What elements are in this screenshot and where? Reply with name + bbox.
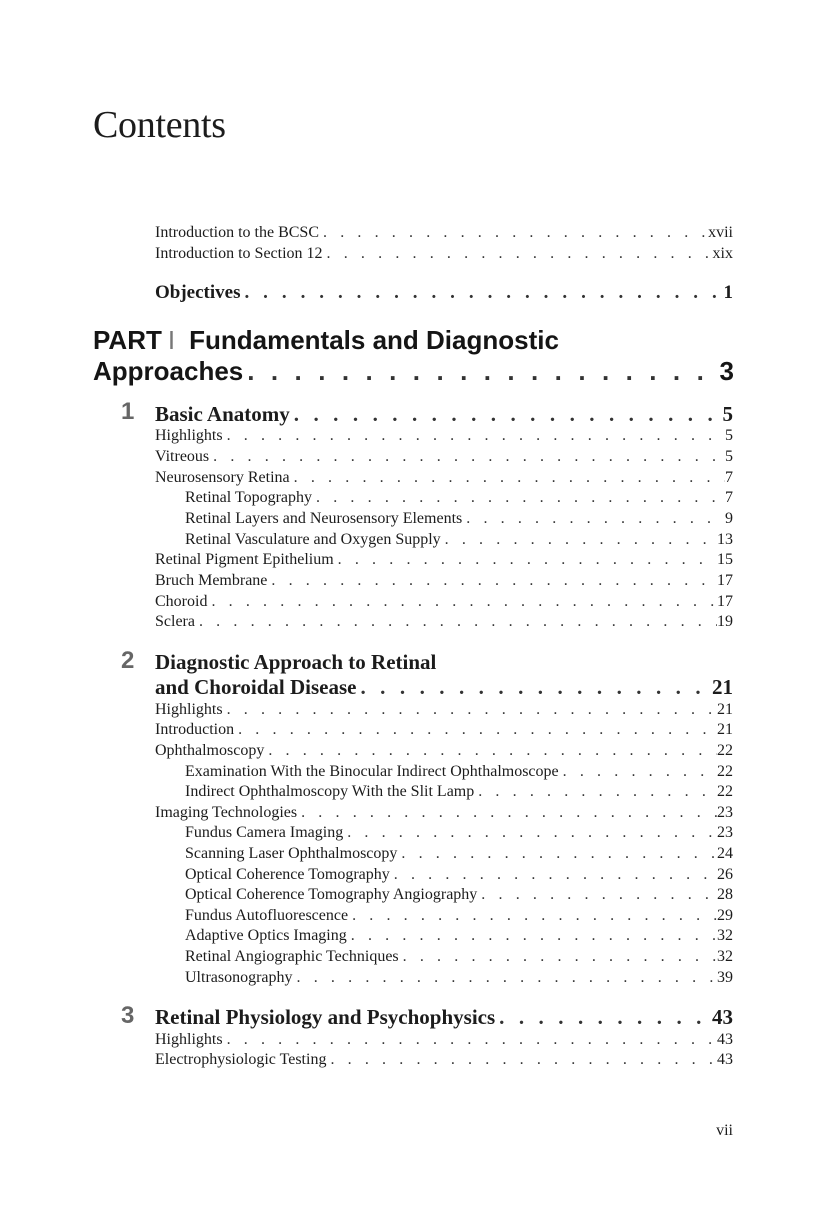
- entry-page: 5: [722, 402, 733, 426]
- toc-subentry[interactable]: [185, 906, 733, 926]
- entry-title: Adaptive Optics Imaging: [185, 927, 347, 944]
- dot-leader: [234, 720, 717, 740]
- toc-subentry[interactable]: [185, 509, 733, 529]
- entry-page: 7: [725, 489, 733, 506]
- toc-entry-part[interactable]: [93, 356, 734, 386]
- dot-leader: [477, 885, 717, 905]
- dot-leader: [207, 592, 717, 612]
- toc-subentry[interactable]: [185, 488, 733, 508]
- dot-leader: [319, 223, 708, 243]
- toc-subentry[interactable]: [185, 530, 733, 550]
- entry-title: Sclera: [155, 613, 195, 630]
- entry-page: 15: [717, 551, 733, 568]
- entry-page: 5: [725, 427, 733, 444]
- entry-page: 32: [717, 927, 733, 944]
- dot-leader: [240, 281, 723, 305]
- entry-page: 22: [717, 742, 733, 759]
- dot-leader: [243, 356, 719, 386]
- toc-subentry[interactable]: [185, 762, 733, 782]
- toc-subentry[interactable]: [185, 885, 733, 905]
- entry-page: 17: [717, 572, 733, 589]
- dot-leader: [343, 823, 717, 843]
- entry-page: 21: [717, 721, 733, 738]
- entry-title: Imaging Technologies: [155, 804, 298, 821]
- dot-leader: [399, 947, 717, 967]
- entry-page: 23: [717, 804, 733, 821]
- toc-entry[interactable]: [155, 571, 733, 591]
- entry-title: Ophthalmoscopy: [155, 742, 265, 759]
- entry-title: Scanning Laser Ophthalmoscopy: [185, 845, 398, 862]
- toc-entry[interactable]: [155, 803, 733, 823]
- toc-subentry[interactable]: [185, 865, 733, 885]
- entry-page: 29: [717, 907, 733, 924]
- chapter-number: 2: [121, 647, 135, 674]
- entry-page: 17: [717, 593, 733, 610]
- toc-entry-objectives[interactable]: [155, 281, 733, 305]
- toc-entry[interactable]: [155, 550, 733, 570]
- entry-title: Retinal Layers and Neurosensory Elements: [185, 510, 463, 527]
- entry-title: Retinal Angiographic Techniques: [185, 948, 399, 965]
- entry-title: Optical Coherence Tomography: [185, 866, 390, 883]
- dot-leader: [267, 571, 717, 591]
- toc-subentry[interactable]: [185, 844, 733, 864]
- toc-entry-chapter[interactable]: [155, 401, 733, 427]
- toc-subentry[interactable]: [185, 782, 733, 802]
- entry-title: Optical Coherence Tomography Angiography: [185, 886, 478, 903]
- dot-leader: [264, 741, 717, 761]
- dot-leader: [347, 926, 717, 946]
- entry-title: Indirect Ophthalmoscopy With the Slit Lamp: [185, 783, 475, 800]
- page-title: Contents: [93, 104, 226, 146]
- toc-entry[interactable]: [155, 244, 733, 264]
- entry-title: Highlights: [155, 427, 223, 444]
- entry-title: Highlights: [155, 1031, 223, 1048]
- dot-leader: [348, 906, 717, 926]
- chapter-title-line1: Diagnostic Approach to Retinal: [155, 650, 437, 674]
- toc-subentry[interactable]: [185, 968, 733, 988]
- toc-entry[interactable]: [155, 741, 733, 761]
- dot-leader: [195, 612, 717, 632]
- entry-page: 43: [717, 1031, 733, 1048]
- entry-title: Retinal Topography: [185, 489, 313, 506]
- entry-title: Choroid: [155, 593, 208, 610]
- entry-title: Vitreous: [155, 448, 210, 465]
- dot-leader: [390, 865, 717, 885]
- toc-subentry[interactable]: [185, 926, 733, 946]
- entry-page: 28: [717, 886, 733, 903]
- entry-page: 21: [717, 701, 733, 718]
- part-label: PART: [93, 325, 162, 355]
- entry-page: 22: [717, 763, 733, 780]
- toc-entry[interactable]: [155, 447, 733, 467]
- chapter-number: 1: [121, 398, 135, 425]
- entry-page: 9: [725, 510, 733, 527]
- dot-leader: [441, 530, 717, 550]
- dot-leader: [223, 1030, 717, 1050]
- entry-title: Retinal Pigment Epithelium: [155, 551, 334, 568]
- entry-page: 21: [712, 675, 733, 699]
- entry-title: Introduction to the BCSC: [155, 224, 319, 241]
- toc-subentry[interactable]: [185, 823, 733, 843]
- entry-page: xix: [712, 245, 733, 262]
- toc-entry[interactable]: [155, 426, 733, 446]
- dot-leader: [326, 1050, 717, 1070]
- entry-page: 19: [717, 613, 733, 630]
- dot-leader: [293, 968, 717, 988]
- dot-leader: [462, 509, 725, 529]
- dot-leader: [334, 550, 717, 570]
- entry-page: 3: [719, 356, 734, 386]
- entry-title: Highlights: [155, 701, 223, 718]
- chapter-title: Basic Anatomy: [155, 402, 290, 426]
- page-number: vii: [716, 1122, 733, 1139]
- dot-leader: [223, 426, 725, 446]
- chapter-title-line2: and Choroidal Disease: [155, 675, 357, 699]
- part-title-line1: Fundamentals and Diagnostic: [189, 325, 559, 355]
- entry-page: 7: [725, 469, 733, 486]
- dot-leader: [297, 803, 717, 823]
- toc-entry-chapter[interactable]: [155, 674, 733, 700]
- dot-leader: [495, 1004, 712, 1030]
- toc-entry[interactable]: [155, 700, 733, 720]
- toc-entry[interactable]: [155, 720, 733, 740]
- entry-page: 26: [717, 866, 733, 883]
- dot-leader: [223, 700, 717, 720]
- toc-entry[interactable]: [155, 1030, 733, 1050]
- entry-title: Objectives: [155, 282, 241, 303]
- part-numeral: I: [167, 325, 176, 355]
- toc-entry-chapter[interactable]: [155, 1004, 733, 1030]
- entry-page: 23: [717, 824, 733, 841]
- dot-leader: [474, 782, 717, 802]
- toc-entry[interactable]: [155, 468, 733, 488]
- entry-page: 43: [717, 1051, 733, 1068]
- dot-leader: [323, 244, 713, 264]
- chapter-number: 3: [121, 1002, 135, 1029]
- dot-leader: [290, 401, 723, 427]
- entry-title: Neurosensory Retina: [155, 469, 290, 486]
- entry-page: 1: [723, 282, 733, 303]
- entry-page: 32: [717, 948, 733, 965]
- entry-title: Examination With the Binocular Indirect Ophthalmoscope: [185, 763, 559, 780]
- entry-page: 24: [717, 845, 733, 862]
- entry-page: xvii: [708, 224, 733, 241]
- toc-entry[interactable]: [155, 612, 733, 632]
- entry-title: Bruch Membrane: [155, 572, 268, 589]
- entry-page: 39: [717, 969, 733, 986]
- part-title-line2: Approaches: [93, 356, 244, 386]
- entry-title: Fundus Camera Imaging: [185, 824, 344, 841]
- dot-leader: [209, 447, 725, 467]
- dot-leader: [356, 674, 712, 700]
- chapter-title: Retinal Physiology and Psychophysics: [155, 1005, 496, 1029]
- dot-leader: [290, 468, 725, 488]
- entry-page: 22: [717, 783, 733, 800]
- entry-title: Introduction to Section 12: [155, 245, 323, 262]
- dot-leader: [559, 762, 717, 782]
- entry-page: 13: [717, 531, 733, 548]
- toc-subentry[interactable]: [185, 947, 733, 967]
- entry-page: 5: [725, 448, 733, 465]
- toc-entry[interactable]: [155, 223, 733, 243]
- entry-title: Introduction: [155, 721, 235, 738]
- toc-entry[interactable]: [155, 1050, 733, 1070]
- entry-title: Ultrasonography: [185, 969, 293, 986]
- part-heading: [93, 325, 559, 355]
- dot-leader: [312, 488, 725, 508]
- toc-entry[interactable]: [155, 592, 733, 612]
- entry-page: 43: [712, 1005, 733, 1029]
- entry-title: Electrophysiologic Testing: [155, 1051, 327, 1068]
- entry-title: Retinal Vasculature and Oxygen Supply: [185, 531, 441, 548]
- entry-title: Fundus Autofluorescence: [185, 907, 349, 924]
- dot-leader: [397, 844, 717, 864]
